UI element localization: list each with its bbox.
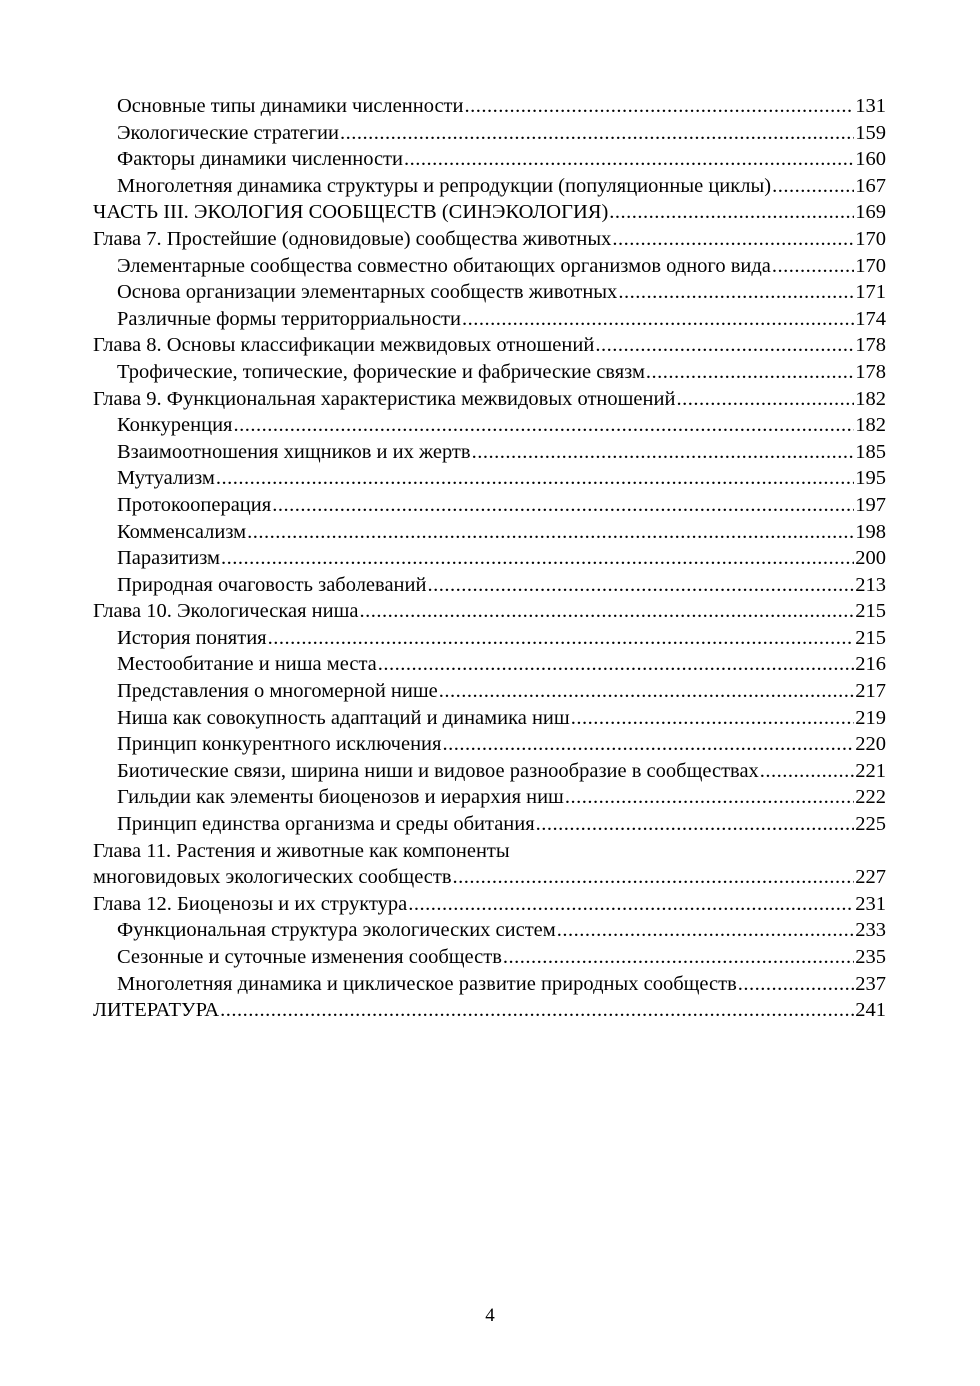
toc-dot-leader bbox=[503, 944, 854, 971]
toc-entry-page: 221 bbox=[855, 759, 886, 782]
toc-entry-page: 182 bbox=[855, 414, 886, 437]
toc-entry-title: Ниша как совокупность адаптаций и динамика ниш bbox=[117, 706, 570, 729]
toc-dot-leader bbox=[427, 572, 854, 599]
toc-dot-leader bbox=[646, 359, 854, 386]
toc-entry-page: 195 bbox=[855, 467, 886, 490]
page-number: 4 bbox=[485, 1305, 495, 1326]
toc-entry[interactable] bbox=[93, 864, 886, 891]
toc-entry-page: 178 bbox=[855, 334, 886, 357]
toc-entry[interactable] bbox=[93, 359, 886, 386]
toc-dot-leader bbox=[442, 731, 854, 758]
toc-entry-page: 241 bbox=[855, 999, 886, 1022]
toc-dot-leader bbox=[268, 625, 855, 652]
toc-entry-title: История понятия bbox=[117, 626, 267, 649]
toc-entry[interactable] bbox=[93, 678, 886, 705]
toc-entry-page: 185 bbox=[855, 440, 886, 463]
toc-dot-leader bbox=[439, 678, 855, 705]
toc-entry-page: 197 bbox=[855, 493, 886, 516]
toc-dot-leader bbox=[216, 465, 854, 492]
toc-dot-leader bbox=[404, 146, 854, 173]
toc-entry-page: 160 bbox=[855, 148, 886, 171]
toc-entry[interactable] bbox=[93, 519, 886, 546]
toc-entry-title: Основные типы динамики численности bbox=[117, 95, 464, 117]
toc-entry[interactable] bbox=[93, 412, 886, 439]
toc-dot-leader bbox=[565, 784, 854, 811]
toc-entry-page: 231 bbox=[855, 892, 886, 915]
toc-entry-page: 169 bbox=[855, 201, 886, 224]
toc-entry[interactable] bbox=[93, 226, 886, 253]
toc-entry-title: Мутуализм bbox=[117, 467, 215, 490]
toc-entry[interactable] bbox=[93, 598, 886, 625]
toc-entry-title: Конкуренция bbox=[117, 414, 233, 437]
toc-entry[interactable] bbox=[93, 465, 886, 492]
toc-entry[interactable] bbox=[93, 146, 886, 173]
toc-entry-title: Взаимоотношения хищников и их жертв bbox=[117, 440, 471, 463]
toc-entry-title: Основа организации элементарных сообществ животных bbox=[117, 281, 618, 304]
toc-entry-page: 216 bbox=[855, 653, 886, 676]
toc-entry-page: 233 bbox=[855, 919, 886, 942]
toc-dot-leader bbox=[612, 226, 854, 253]
toc-entry-title: Глава 12. Биоценозы и их структура bbox=[93, 892, 408, 915]
toc-dot-leader bbox=[772, 173, 854, 200]
toc-dot-leader bbox=[340, 120, 854, 147]
toc-entry-page: 215 bbox=[855, 626, 886, 649]
toc-entry-page: 200 bbox=[855, 547, 886, 570]
toc-dot-leader bbox=[676, 386, 854, 413]
toc-entry-title: ЧАСТЬ III. ЭКОЛОГИЯ СООБЩЕСТВ (СИНЭКОЛОГИЯ) bbox=[93, 201, 609, 224]
toc-entry-page: 225 bbox=[855, 813, 886, 836]
toc-dot-leader bbox=[221, 545, 854, 572]
toc-entry-page: 217 bbox=[855, 680, 886, 703]
toc-entry-title: Глава 9. Функциональная характеристика межвидовых отношений bbox=[93, 387, 676, 410]
toc-entry[interactable] bbox=[93, 971, 886, 998]
toc-entry-page: 174 bbox=[855, 307, 886, 330]
toc-entry-page: 198 bbox=[855, 520, 886, 543]
toc-entry[interactable] bbox=[93, 386, 886, 413]
toc-entry[interactable] bbox=[93, 120, 886, 147]
toc-entry-title: Глава 8. Основы классификации межвидовых отношений bbox=[93, 334, 595, 357]
toc-entry-page: 220 bbox=[855, 733, 886, 756]
toc-entry-title: Представления о многомерной нише bbox=[117, 680, 438, 703]
toc-entry-page: 131 bbox=[855, 95, 886, 117]
toc-entry[interactable] bbox=[93, 545, 886, 572]
toc-entry-title: Многолетняя динамика структуры и репродукции (популяционные циклы) bbox=[117, 174, 772, 197]
toc-dot-leader bbox=[536, 811, 855, 838]
toc-dot-leader bbox=[359, 598, 854, 625]
toc-entry-page: 213 bbox=[855, 573, 886, 596]
toc-entry-page: 222 bbox=[855, 786, 886, 809]
toc-entry-title: Глава 11. Растения и животные как компоненты bbox=[93, 839, 510, 862]
toc-entry-title: Гильдии как элементы биоценозов и иерархия ниш bbox=[117, 786, 564, 809]
toc-entry-title: Элементарные сообщества совместно обитающих организмов одного вида bbox=[117, 254, 771, 277]
toc-entry-page: 227 bbox=[855, 866, 886, 889]
toc-dot-leader bbox=[233, 412, 854, 439]
toc-entry[interactable] bbox=[93, 439, 886, 466]
toc-entry[interactable] bbox=[93, 651, 886, 678]
toc-entry-title: ЛИТЕРАТУРА bbox=[93, 999, 220, 1022]
toc-entry-title: Протокооперация bbox=[117, 493, 272, 516]
toc-entry-title: многовидовых экологических сообществ bbox=[93, 866, 452, 889]
toc-entry-title: Сезонные и суточные изменения сообществ bbox=[117, 946, 502, 968]
toc-dot-leader bbox=[595, 332, 854, 359]
toc-entry-title: Природная очаговость заболеваний bbox=[117, 573, 427, 596]
toc-dot-leader bbox=[220, 997, 854, 1024]
toc-entry[interactable] bbox=[93, 572, 886, 599]
toc-dot-leader bbox=[472, 439, 855, 466]
toc-dot-leader bbox=[464, 93, 854, 120]
toc-entry[interactable] bbox=[93, 705, 886, 732]
toc-entry[interactable] bbox=[93, 758, 886, 785]
toc-entry[interactable] bbox=[93, 306, 886, 333]
toc-entry-title: Функциональная структура экологических систем bbox=[117, 919, 556, 942]
toc-entry-page: 237 bbox=[855, 972, 886, 995]
toc-entry[interactable] bbox=[93, 997, 886, 1024]
toc-entry-title: Различные формы территорриальности bbox=[117, 307, 461, 330]
toc-entry-title: Местообитание и ниша места bbox=[117, 653, 377, 676]
toc-entry[interactable] bbox=[93, 332, 886, 359]
toc-entry-page: 215 bbox=[855, 600, 886, 623]
toc-entry-page: 219 bbox=[855, 706, 886, 729]
toc-entry[interactable] bbox=[93, 279, 886, 306]
toc-entry[interactable] bbox=[93, 625, 886, 652]
toc-entry-title: Глава 10. Экологическая ниша bbox=[93, 600, 359, 623]
toc-entry-page: 167 bbox=[855, 174, 886, 197]
toc-dot-leader bbox=[408, 891, 854, 918]
toc-entry-page: 235 bbox=[855, 946, 886, 968]
toc-entry[interactable] bbox=[93, 199, 886, 226]
toc-dot-leader bbox=[609, 199, 854, 226]
toc-entry-title: Принцип единства организма и среды обитания bbox=[117, 813, 535, 836]
toc-dot-leader bbox=[272, 492, 854, 519]
toc-entry-title: Трофические, топические, форические и фабрические связм bbox=[117, 360, 645, 383]
toc-entry-title: Биотические связи, ширина ниши и видовое разнообразие в сообществах bbox=[117, 759, 759, 782]
toc-dot-leader bbox=[772, 253, 854, 280]
toc-entry-page: 170 bbox=[855, 254, 886, 277]
toc-entry[interactable] bbox=[93, 731, 886, 758]
toc-entry-title: Принцип конкурентного исключения bbox=[117, 733, 442, 756]
toc-entry[interactable] bbox=[93, 492, 886, 519]
toc-entry-page: 159 bbox=[855, 121, 886, 144]
toc-dot-leader bbox=[378, 651, 854, 678]
toc-entry[interactable] bbox=[93, 784, 886, 811]
toc-entry[interactable] bbox=[93, 917, 886, 944]
toc-entry[interactable] bbox=[93, 944, 886, 971]
toc-dot-leader bbox=[738, 971, 854, 998]
toc-entry-page: 182 bbox=[855, 387, 886, 410]
toc-entry[interactable] bbox=[93, 93, 886, 120]
toc-entry[interactable] bbox=[93, 891, 886, 918]
toc-entry[interactable] bbox=[93, 838, 886, 865]
toc-entry-title: Паразитизм bbox=[117, 547, 221, 570]
toc-dot-leader bbox=[247, 519, 854, 546]
toc-entry-page: 178 bbox=[855, 360, 886, 383]
toc-dot-leader bbox=[760, 758, 854, 785]
toc-dot-leader bbox=[618, 279, 854, 306]
toc-entry-title: Экологические стратегии bbox=[117, 121, 339, 144]
toc-entry-page: 171 bbox=[855, 281, 886, 304]
toc-entry[interactable] bbox=[93, 253, 886, 280]
toc-dot-leader bbox=[453, 864, 855, 891]
toc-entry[interactable] bbox=[93, 173, 886, 200]
toc-dot-leader bbox=[571, 705, 855, 732]
toc-dot-leader bbox=[557, 917, 855, 944]
toc-entry-title: Факторы динамики численности bbox=[117, 148, 403, 171]
table-of-contents bbox=[93, 93, 886, 1024]
toc-entry[interactable] bbox=[93, 811, 886, 838]
toc-entry-title: Многолетняя динамика и циклическое развитие природных сообществ bbox=[117, 972, 737, 995]
toc-entry-title: Комменсализм bbox=[117, 520, 247, 543]
toc-dot-leader bbox=[462, 306, 854, 333]
toc-entry-title: Глава 7. Простейшие (одновидовые) сообщества животных bbox=[93, 227, 612, 250]
toc-entry-page: 170 bbox=[855, 227, 886, 250]
